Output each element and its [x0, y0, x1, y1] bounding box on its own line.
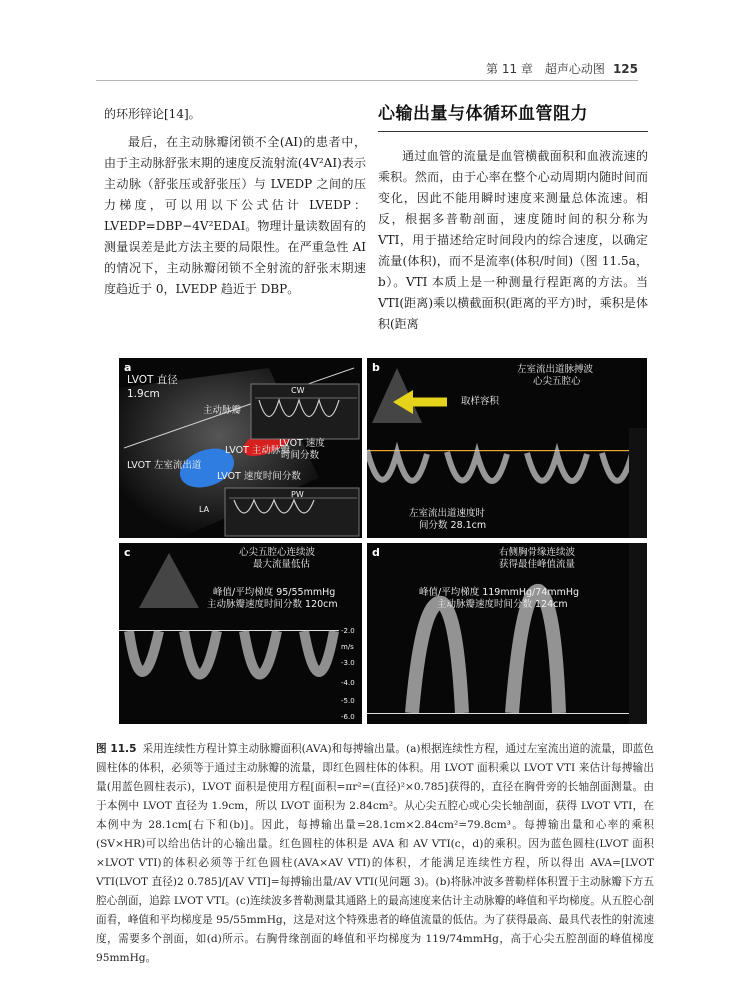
pw-label: PW — [291, 490, 304, 499]
panel-d-vti: 主动脉瓣速度时间分数 124cm — [437, 599, 568, 610]
panel-b — [367, 358, 647, 538]
panel-d-title-2: 获得最佳峰值流量 — [499, 559, 576, 570]
running-header — [486, 60, 638, 77]
scale-tick: -4.0 — [341, 679, 355, 687]
left-paragraph-1: 的环形锌论[14]。 — [104, 107, 201, 121]
panel-b-vti-1: 左室流出道速度时 — [409, 508, 486, 519]
caption-figure-id: 图 11.5 — [96, 743, 137, 755]
panel-b-title-2: 心尖五腔心 — [533, 376, 581, 387]
lvot-vti-label-2: 时间分数 — [281, 450, 320, 461]
panel-d-gradient: 峰值/平均梯度 119mmHg/74mmHg — [419, 587, 580, 598]
panel-c-title-2: 最大流量低估 — [253, 559, 311, 570]
figure-11-5 — [119, 358, 647, 724]
panel-c — [119, 543, 362, 724]
panel-c-label: c — [124, 546, 131, 559]
panel-a — [119, 358, 362, 538]
chapter-title: 第 11 章 超声心动图 — [486, 62, 605, 76]
lvot-diameter-label: LVOT 直径 — [127, 374, 178, 386]
panel-b-vti-2: 间分数 28.1cm — [419, 520, 487, 531]
caption-text: 采用连续性方程计算主动脉瓣面积(AVA)和每搏输出量。(a)根据连续性方程，通过左室流出道的流量，即蓝色圆柱体的体积，必须等于通过主动脉瓣的流量，即红色圆柱体的体积。用 LVOT 面积乘以 LVOT VTI 来估计每搏输出量(用蓝色圆柱表示)，LVOT 面积是使用方程[面积=πr²=(直径)²×0.785]获得的，直径在胸骨旁的长轴剖面测量。由于本例中 LVOT 直径为 1.9cm，所以 LVOT 面积为 2.84cm²。从心尖五腔心或心尖长轴剖面，获得 LVOT VTI，在本例中为 28.1cm[右下和(b)]。因此，每搏输出量=28.1cm×2.84cm²=79.8cm³。每搏输出量和心率的乘积(SV×HR)可以给出估计的心输出量。红色圆柱的体积是 AVA 和 AV VTI(c，d)的乘积。因为蓝色圆柱(LVOT 面积×LVOT VTI)的体积必须等于红色圆柱(AVA×AV VTI)的体积，才能满足连续性方程，所以得出 AVA=[LVOT VTI(LVOT 直径)2 0.785]/[AV VTI]=每搏输出量/AV VTI(见问题 3)。(b)将脉冲波多普勒样体积置于主动脉瓣下方五腔心剖面，追踪 LVOT VTI。(c)连续波多普勒测量其通路上的最高速度来估计主动脉瓣的峰值和平均梯度。从五腔心剖面看，峰值和平均梯度是 95/55mmHg，这是对这个特殊患者的峰值流量的低估。为了获得最高、最具代表性的射流速度，需要多个剖面，如(d)所示。右胸骨缘剖面的峰值和平均梯度为 119/74mmHg，高于心尖五腔剖面的峰值梯度 95mmHg。 — [96, 743, 654, 964]
right-column — [378, 104, 648, 335]
cw-label: CW — [291, 386, 305, 395]
panel-c-title-1: 心尖五腔心连续波 — [239, 547, 316, 558]
lvot-vti-full-label: LVOT 速度时间分数 — [217, 471, 301, 482]
panel-d-title-1: 右侧胸骨缘连续波 — [499, 547, 576, 558]
scale-tick: -2.0 — [341, 627, 355, 635]
right-paragraph-1: 通过血管的流量是血管横截面积和血液流速的乘积。然而，由于心率在整个心动周期内随时间而变化，因此不能用瞬时速度来测量总体流速。相反，根据多普勒剖面，速度随时间的积分称为 VTI，用于描述给定时间段内的综合速度，以确定流量(体积)，而不是流率(体积/时间)（图 11.5a，b）。VTI 本质上是一种测量行程距离的方法。当 VTI(距离)乘以横截面积(距离的平方)时，乘积是体积(距离 — [378, 149, 648, 331]
aortic-valve-label: 主动脉瓣 — [203, 405, 242, 416]
panel-a-label: a — [124, 361, 132, 374]
figure-caption — [96, 740, 654, 968]
lvot-aortic-valve-label: LVOT 主动脉瓣 — [225, 445, 290, 456]
panel-d — [367, 543, 647, 724]
scale-tick: -6.0 — [341, 713, 355, 721]
left-column — [104, 104, 366, 300]
scale-tick: -5.0 — [341, 697, 355, 705]
lvot-outflow-label: LVOT 左室流出道 — [127, 460, 202, 471]
panel-b-label: b — [372, 361, 380, 374]
left-paragraph-2: 最后，在主动脉瓣闭锁不全(AI)的患者中，由于主动脉舒张末期的速度反流射流(4V²AI)表示主动脉（舒张压或舒张压）与 LVEDP 之间的压力梯度，可以用以下公式估计 LVEDP：LVEDP=DBP−4V²EDAI。物理计量读数固有的测量误差是此方法主要的局限性。在严重急性 AI 的情况下，主动脉瓣闭锁不全射流的舒张末期速度趋近于 0，LVEDP 趋近于 DBP。 — [104, 135, 366, 296]
panel-b-title-1: 左室流出道脉搏波 — [517, 364, 594, 375]
page-number: 125 — [612, 62, 638, 76]
lvot-vti-label-1: LVOT 速度 — [279, 438, 325, 449]
scale-unit: m/s — [341, 643, 354, 651]
panel-d-label: d — [372, 546, 380, 559]
panel-c-gradient: 峰值/平均梯度 95/55mmHg — [213, 587, 336, 598]
scale-tick: -3.0 — [341, 659, 355, 667]
section-title: 心输出量与体循环血管阻力 — [378, 104, 648, 132]
lvot-diameter-value: 1.9cm — [127, 388, 160, 400]
panel-c-vti: 主动脉瓣速度时间分数 120cm — [207, 599, 338, 610]
sample-volume-label: 取样容积 — [461, 396, 500, 407]
header-rule — [96, 80, 638, 81]
la-label: LA — [199, 505, 210, 514]
panel-c-image — [119, 543, 362, 724]
